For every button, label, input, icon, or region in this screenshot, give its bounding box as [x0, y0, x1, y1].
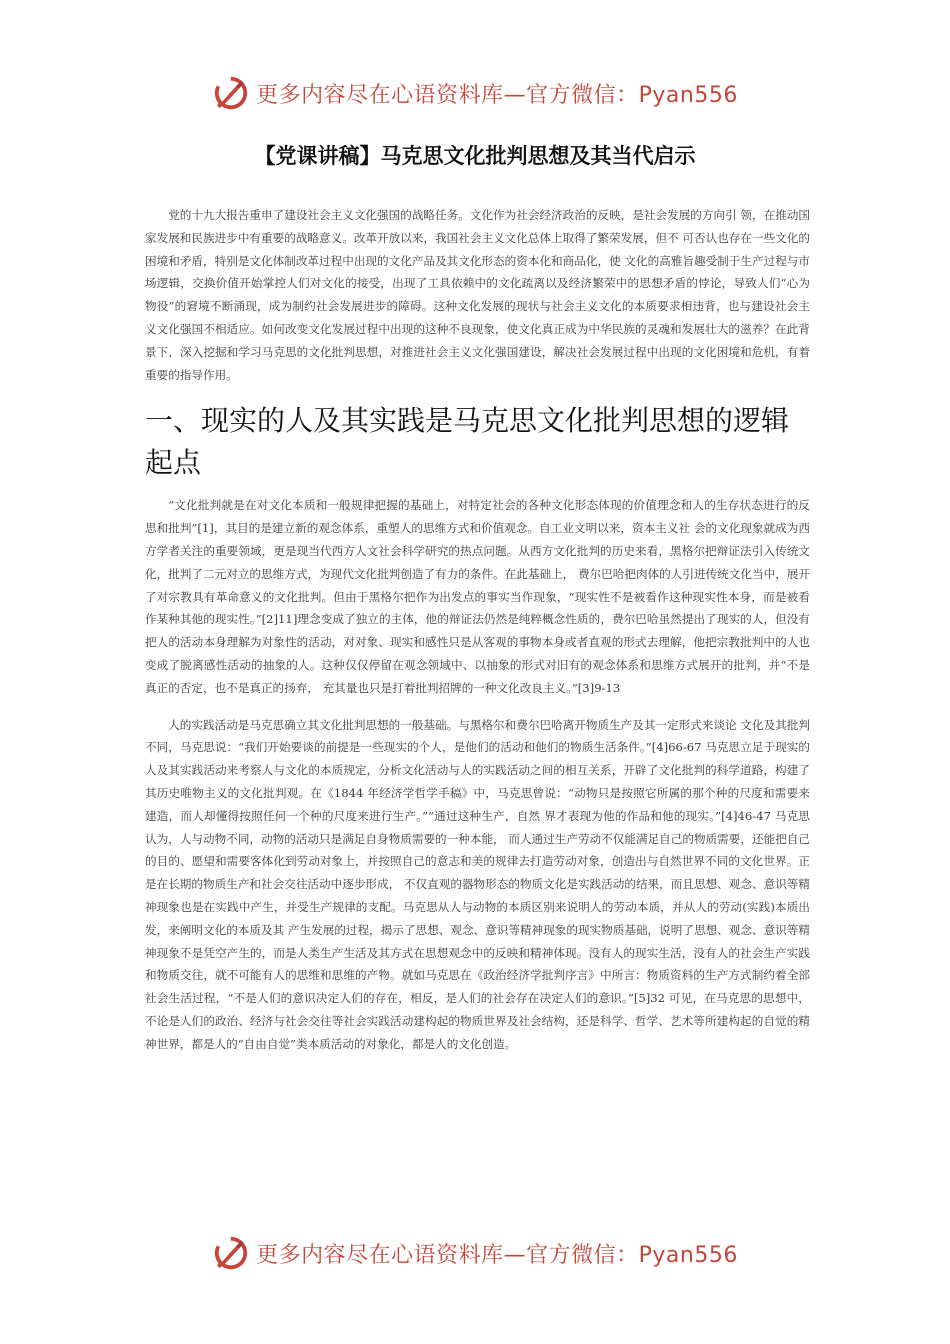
watermark-text: 更多内容尽在心语资料库—官方微信：Pyan556: [256, 82, 738, 108]
footer-watermark-banner: [0, 1230, 950, 1276]
brush-seal-icon: [212, 74, 250, 112]
watermark-text: 更多内容尽在心语资料库—官方微信：Pyan556: [256, 1242, 738, 1268]
document-body: [145, 204, 810, 1070]
brush-seal-icon: [212, 1234, 250, 1272]
document-title: 【党课讲稿】马克思文化批判思想及其当代启示: [254, 144, 696, 168]
intro-paragraph: 党的十九大报告重申了建设社会主义文化强国的战略任务。文化作为社会经济政治的反映，是社会发展的方向引 领，在推动国家发展和民族进步中有重要的战略意义。改革开放以来，我国社会主义文化总体上取得了繁荣发展，但不 可否认也存在一些文化的困境和矛盾，特别是文化体制改革过程中出现的文化产品及其文化形态的资本化和商品化，使 文化的高雅旨趣受制于生产过程与市场逻辑，交换价值开始掌控人们对文化的接受，出现了工具依赖中的文化疏离以及经济繁荣中的思想矛盾的悖论，导致人们“心为物役”的窘境不断涌现，成为制约社会发展进步的障碍。这种文化发展的现状与社会主义文化的本质要求相违背，也与建设社会主义文化强国不相适应。如何改变文化发展过程中出现的这种不良现象，使文化真正成为中华民族的灵魂和发展壮大的滋养？在此背景下，深入挖掘和学习马克思的文化批判思想，对推进社会主义文化强国建设，解决社会发展过程中出现的文化困境和危机，有着重要的指导作用。: [145, 208, 810, 382]
body-paragraph: “文化批判就是在对文化本质和一般规律把握的基础上，对特定社会的各种文化形态体现的价值理念和人的生存状态进行的反思和批判”[1]，其目的是建立新的观念体系，重塑人的思维方式和价值观念。自工业文明以来，资本主义社 会的文化现象就成为西方学者关注的重要领域，更是现当代西方人文社会科学研究的热点问题。从西方文化批判的历史来看，黑格尔把辩证法引入传统文化，批判了二元对立的思维方式，为现代文化批判创造了有力的条件。在此基础上， 费尔巴哈把肉体的人引进传统文化当中，展开了对宗教具有革命意义的文化批判。但由于黑格尔把作为出发点的事实当作现象，“现实性不是被看作这种现实性本身，而是被看作某种其他的现实性。”[2]11]理念变成了独立的主体，他的辩证法仍然是纯粹概念性质的，费尔巴哈虽然提出了现实的人，但没有把人的活动本身理解为对象性的活动，对对象、现实和感性只是从客观的事物本身或者直观的形式去理解，他把宗教批判中的人也变成了脱离感性活动的抽象的人。这种仅仅停留在观念领域中、以抽象的形式对旧有的观念体系和思维方式展开的批判，并“不是真正的否定，也不是真正的扬弃， 充其量也只是打着批判招牌的一种文化改良主义。”[3]9-13: [145, 498, 810, 695]
body-paragraph: 人的实践活动是马克思确立其文化批判思想的一般基础。与黑格尔和费尔巴哈离开物质生产及其一定形式来谈论 文化及其批判不同，马克思说：“我们开始要谈的前提是一些现实的个人，是他们的活动和他们的物质生活条件。”[4]66-67 马克思立足于现实的人及其实践活动来考察人与文化的本质规定，分析文化活动与人的实践活动之间的相互关系，开辟了文化批判的科学道路，构建了其历史唯物主义的文化批判观。在《1844 年经济学哲学手稿》中，马克思曾说：“动物只是按照它所属的那个种的尺度和需要来建造，而人却懂得按照任何一个种的尺度来进行生产。”“通过这种生产，自然 界才表现为他的作品和他的现实。”[4]46-47 马克思认为，人与动物不同，动物的活动只是满足自身物质需要的一种本能， 而人通过生产劳动不仅能满足自己的物质需要，还能把自己的目的、愿望和需要客体化到劳动对象上，并按照自己的意志和美的规律去打造劳动对象，创造出与自然世界不同的文化世界。正是在长期的物质生产和社会交往活动中逐步形成， 不仅直观的器物形态的物质文化是实践活动的结果，而且思想、观念、意识等精神现象也是在实践中产生，并受生产规律的支配。马克思从人与动物的本质区别来说明人的劳动本质，并从人的劳动(实践)本质出发，来阐明文化的本质及其 产生发展的过程，揭示了思想、观念、意识等精神现象的现实物质基础，说明了思想、观念、意识等精神现象不是凭空产生的，而是人类生产生活及其方式在思想观念中的反映和精神体现。没有人的现实生活，没有人的社会生产实践和物质交往，就不可能有人的思维和思维的产物。就如马克思在《政治经济学批判序言》中所言：物质资料的生产方式制约着全部社会生活过程，“不是人们的意识决定人们的存在，相反，是人们的社会存在决定人们的意识。”[5]32 可见，在马克思的思想中，不论是人们的政治、经济与社会交往等社会实践活动建构起的物质世界及社会结构，还是科学、哲学、艺术等所建构起的自觉的精神世界，都是人的“自由自觉”类本质活动的对象化，都是人的文化创造。: [145, 717, 810, 1051]
section-heading: 一、现实的人及其实践是马克思文化批判思想的逻辑起点: [145, 404, 790, 480]
header-watermark-banner: [0, 70, 950, 116]
